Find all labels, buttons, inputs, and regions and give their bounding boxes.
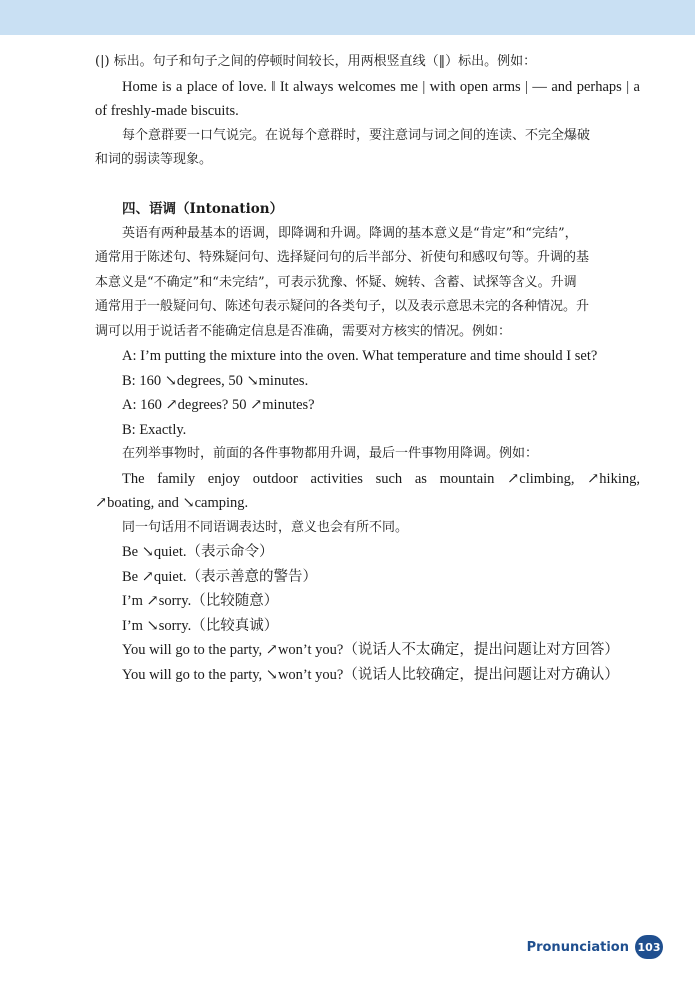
example-sentence: You will go to the party, ↗won’t you?（说话人不太确定，提出问题让对方回答） <box>122 642 619 658</box>
example-sentence: B: Exactly. <box>122 421 187 438</box>
example-sentence: of freshly-made biscuits. <box>95 103 239 119</box>
spacer <box>95 173 640 198</box>
text-line: 在列举事物时，前面的各件事物都用升调，最后一件事物用降调。例如： <box>122 446 539 461</box>
text-line: 英语有两种最基本的语调，即降调和升调。降调的基本意义是“肯定”和“完结”， <box>122 225 578 241</box>
example-sentence: You will go to the party, ↘won’t you?（说话人比较确定，提出问题让对方确认） <box>122 666 619 683</box>
section-heading: 四、语调（Intonation） <box>122 201 284 217</box>
example-sentence: The family enjoy outdoor activities such as mountain ↗climbing, ↗hiking, <box>122 470 640 487</box>
example-sentence: A: 160 ↗degrees? 50 ↗minutes? <box>122 397 315 413</box>
example-sentence: B: 160 ↘degrees, 50 ↘minutes. <box>122 372 309 389</box>
text-line: (|) 标出。句子和句子之间的停顿时间较长，用两根竖直线（‖）标出。例如： <box>95 54 537 69</box>
example-sentence: A: I’m putting the mixture into the oven. What temperature and time should I set? <box>122 348 598 364</box>
example-sentence: ↗boating, and ↘camping. <box>95 495 249 511</box>
page-body <box>95 50 640 687</box>
text-line: 通常用于一般疑问句、陈述句表示疑问的各类句子，以及表示意思未完的各种情况。升 <box>95 299 590 314</box>
section-label: Pronunciation <box>526 939 629 955</box>
example-sentence: Home is a place of love. ‖ It always welcomes me | with open arms | — and perhaps | a <box>122 78 640 95</box>
text-line: 每个意群要一口气说完。在说每个意群时，要注意词与词之间的连读、不完全爆破 <box>122 127 591 143</box>
text-line: 和词的弱读等现象。 <box>95 152 213 167</box>
example-sentence: I’m ↘sorry.（比较真诚） <box>122 617 279 634</box>
text-line: 调可以用于说话者不能确定信息是否准确，需要对方核实的情况。例如： <box>95 323 512 339</box>
top-header-band <box>0 0 695 35</box>
text-line: 通常用于陈述句、特殊疑问句、选择疑问句的后半部分、祈使句和感叹句等。升调的基 <box>95 250 590 265</box>
text-line: 本意义是“不确定”和“未完结”，可表示犹豫、怀疑、婉转、含蓄、试探等含义。升调 <box>95 274 577 290</box>
page-number: 103 <box>635 935 663 959</box>
example-sentence: Be ↘quiet.（表示命令） <box>122 544 274 560</box>
text-line: 同一句话用不同语调表达时，意义也会有所不同。 <box>122 519 409 535</box>
example-sentence: Be ↗quiet.（表示善意的警告） <box>122 568 317 585</box>
example-sentence: I’m ↗sorry.（比较随意） <box>122 593 279 609</box>
page-footer <box>527 935 663 959</box>
